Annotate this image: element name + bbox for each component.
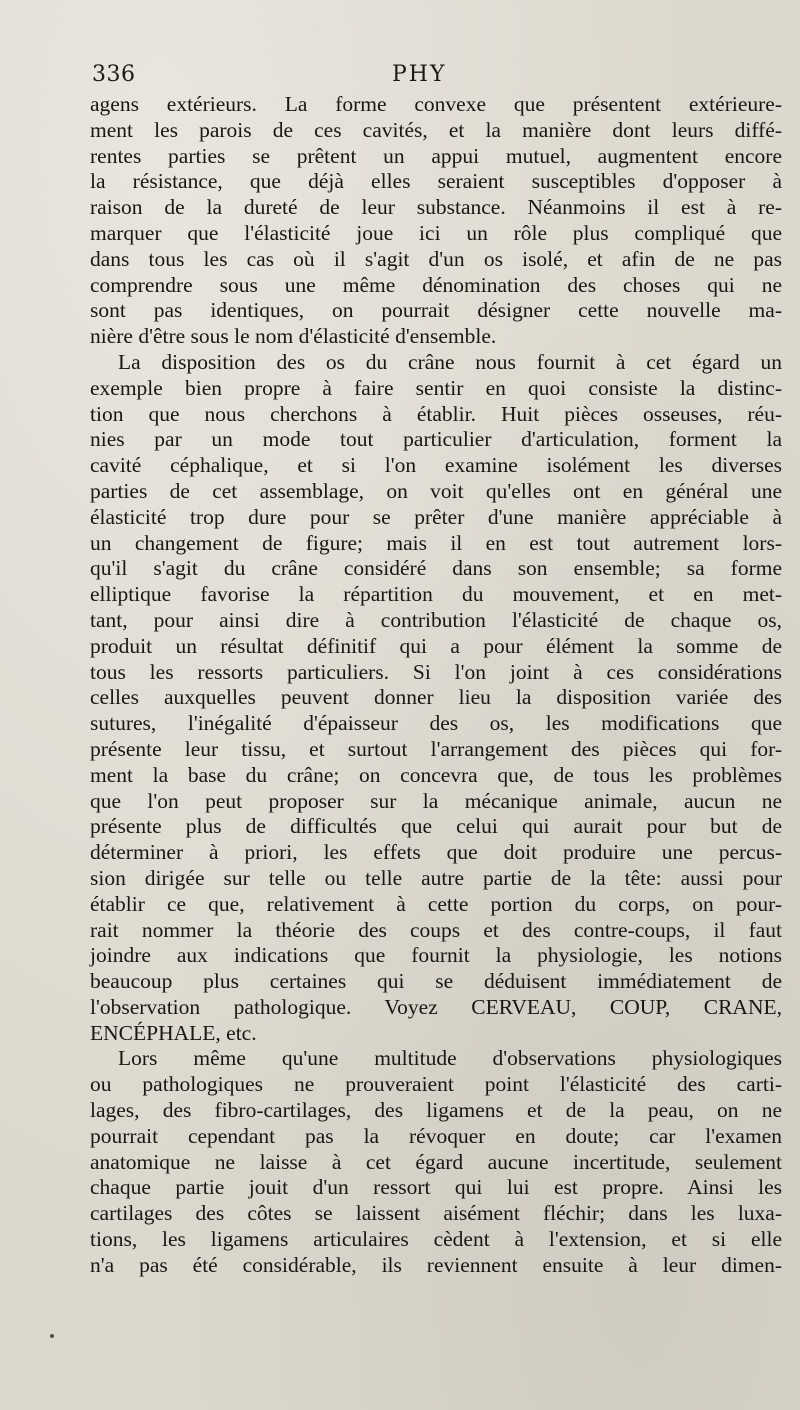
text-line: celles auxquelles peuvent donner lieu la disposition variée des [90,685,782,710]
text-line: tion que nous cherchons à établir. Huit pièces osseuses, réu- [90,401,782,426]
text-line: ment les parois de ces cavités, et la manière dont leurs diffé- [90,117,782,142]
text-line: tous les ressorts particuliers. Si l'on joint à ces considérations [90,659,782,684]
text-line: produit un résultat définitif qui a pour élément la somme de [90,633,782,658]
page-header [92,62,782,92]
text-line: qu'il s'agit du crâne considéré dans son ensemble; sa forme [90,556,782,581]
text-line: joindre aux indications que fournit la physiologie, les notions [90,943,782,968]
text-line: sutures, l'inégalité d'épaisseur des os, les modifications que [90,711,782,736]
text-line: anatomique ne laisse à cet égard aucune incertitude, seulement [90,1149,782,1174]
text-line: sont pas identiques, on pourrait désigner cette nouvelle ma- [90,298,782,323]
text-line: déterminer à priori, les effets que doit produire une percus- [90,840,782,865]
text-line: l'observation pathologique. Voyez CERVEAU, COUP, CRANE, [90,994,782,1019]
text-line: établir ce que, relativement à cette portion du corps, on pour- [90,891,782,916]
running-head: PHY [392,62,447,87]
text-line: cartilages des côtes se laissent aisément fléchir; dans les luxa- [90,1201,782,1226]
text-line: tant, pour ainsi dire à contribution l'élasticité de chaque os, [90,607,782,632]
text-line: sion dirigée sur telle ou telle autre partie de la tête: aussi pour [90,865,782,890]
text-line: un changement de figure; mais il en est tout autrement lors- [90,530,782,555]
text-line: rentes parties se prêtent un appui mutuel, augmentent encore [90,143,782,168]
text-line: lages, des fibro-cartilages, des ligamens et de la peau, on ne [90,1098,782,1123]
paragraph-start-line: La disposition des os du crâne nous fournit à cet égard un [118,349,782,374]
text-line: marquer que l'élasticité joue ici un rôle plus compliqué que [90,220,782,245]
text-line: ENCÉPHALE, etc. [90,1020,257,1045]
text-line: ment la base du crâne; on concevra que, de tous les problèmes [90,762,782,787]
text-line: cavité céphalique, et si l'on examine isolément les diverses [90,453,782,478]
text-line: que l'on peut proposer sur la mécanique animale, aucun ne [90,788,782,813]
text-line: agens extérieurs. La forme convexe que présentent extérieure- [90,92,782,116]
text-line: dans tous les cas où il s'agit d'un os isolé, et afin de ne pas [90,246,782,271]
text-line: la résistance, que déjà elles seraient susceptibles d'opposer à [90,169,782,194]
text-line: rait nommer la théorie des coups et des contre-coups, il faut [90,917,782,942]
text-line: comprendre sous une même dénomination des choses qui ne [90,272,782,297]
text-line: élasticité trop dure pour se prêter d'une manière appréciable à [90,504,782,529]
page-number: 336 [92,62,136,87]
paper-speck [50,1334,54,1338]
text-line: n'a pas été considérable, ils reviennent ensuite à leur dimen- [90,1252,782,1277]
text-line: parties de cet assemblage, on voit qu'elles ont en général une [90,478,782,503]
text-line: elliptique favorise la répartition du mouvement, et en met- [90,582,782,607]
text-line: nière d'être sous le nom d'élasticité d'ensemble. [90,324,497,349]
text-line: beaucoup plus certaines qui se déduisent immédiatement de [90,969,782,994]
text-line: exemple bien propre à faire sentir en quoi consiste la distinc- [90,375,782,400]
text-line: présente plus de difficultés que celui qui aurait pour but de [90,814,782,839]
text-line: chaque partie jouit d'un ressort qui lui est propre. Ainsi les [90,1175,782,1200]
text-line: nies par un mode tout particulier d'articulation, forment la [90,427,782,452]
text-line: pourrait cependant pas la révoquer en doute; car l'examen [90,1123,782,1148]
text-line: raison de la dureté de leur substance. Néanmoins il est à re- [90,195,782,220]
text-line: ou pathologiques ne prouveraient point l'élasticité des carti- [90,1072,782,1097]
text-line: tions, les ligamens articulaires cèdent à l'extension, et si elle [90,1227,782,1252]
paragraph-start-line: Lors même qu'une multitude d'observations physiologiques [118,1046,782,1071]
body-text [90,92,782,1279]
text-line: présente leur tissu, et surtout l'arrangement des pièces qui for- [90,736,782,761]
